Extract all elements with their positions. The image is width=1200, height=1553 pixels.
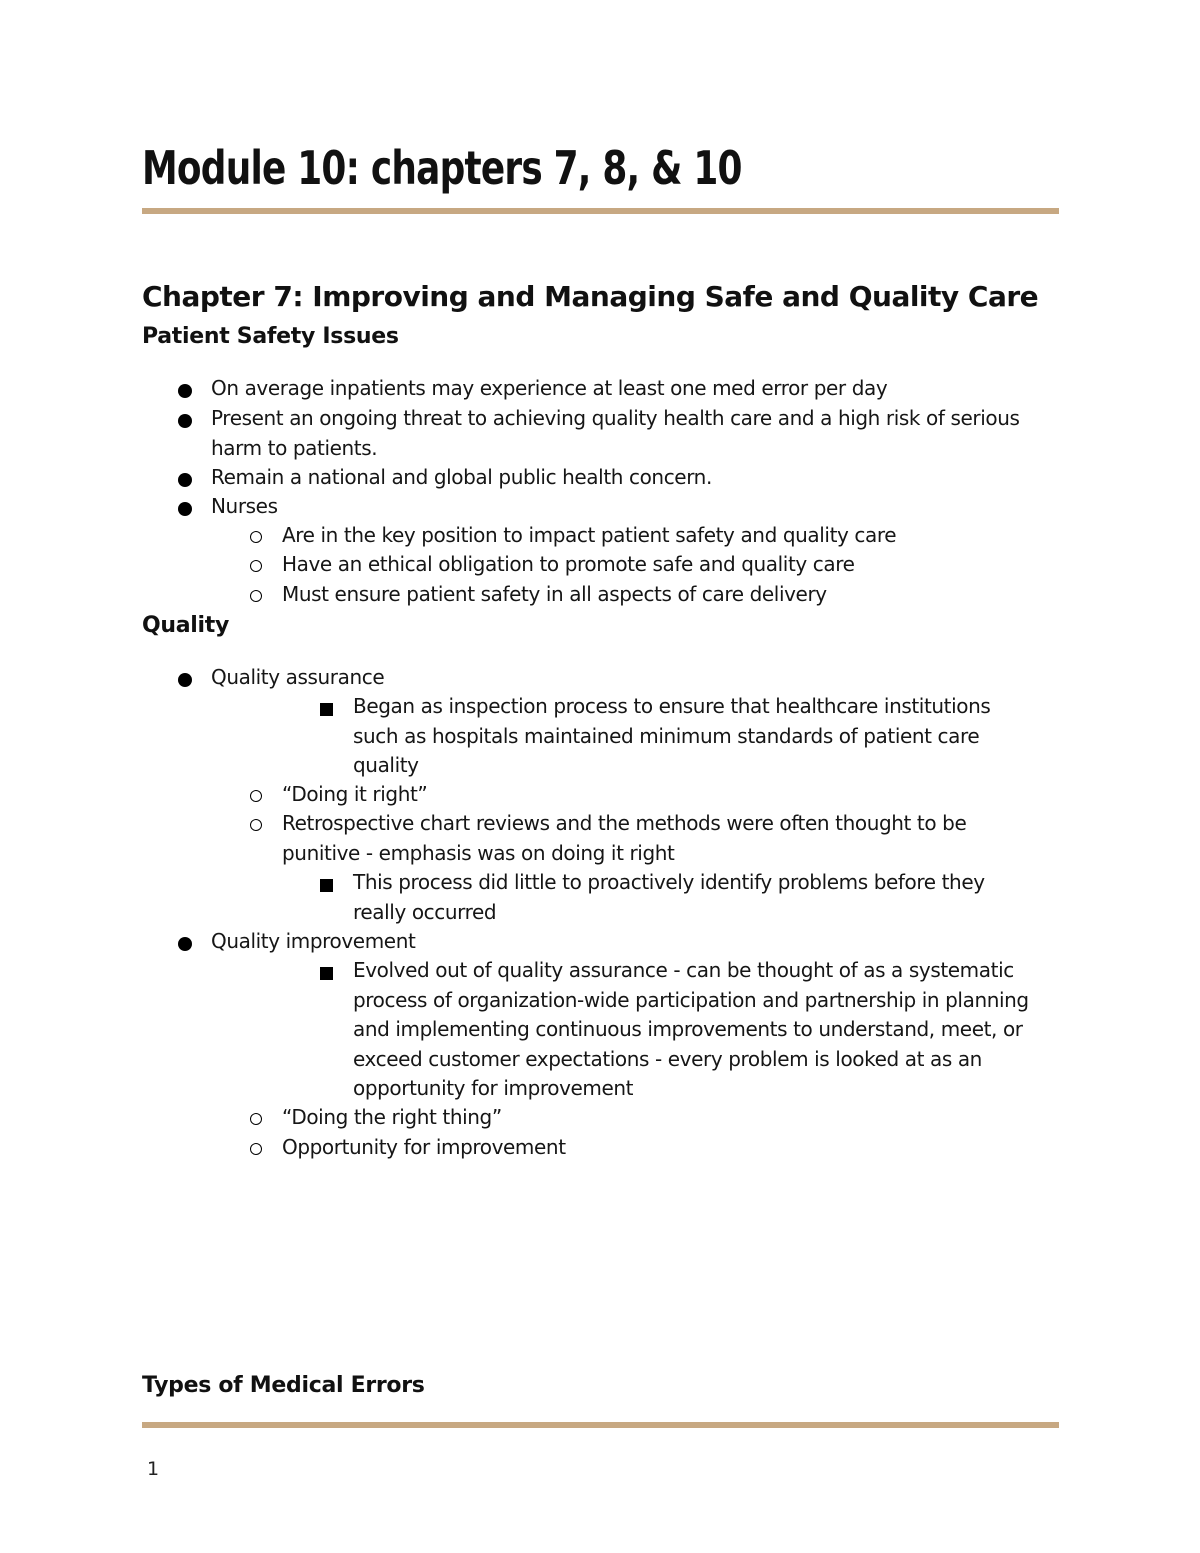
section-heading-quality: Quality [142, 613, 230, 638]
bullet-circle-icon [250, 790, 262, 802]
page-title: Module 10: chapters 7, 8, & 10 [142, 141, 742, 195]
bullet-circle-icon [250, 531, 262, 543]
bullet-disc-icon [178, 673, 192, 687]
list-item: Present an ongoing threat to achieving quality health care and a high risk of serious harm to patients. [211, 406, 1020, 460]
bullet-circle-icon [250, 819, 262, 831]
bullet-disc-icon [178, 384, 192, 398]
bullet-disc-icon [178, 473, 192, 487]
title-divider [142, 208, 1059, 214]
page-number: 1 [147, 1458, 160, 1480]
list-item: Nurses [211, 494, 278, 518]
list-item: On average inpatients may experience at least one med error per day [211, 376, 888, 400]
section-heading-patient-safety: Patient Safety Issues [142, 324, 399, 349]
list-item: This process did little to proactively identify problems before they really occurred [353, 870, 985, 924]
bullet-disc-icon [178, 414, 192, 428]
bullet-disc-icon [178, 502, 192, 516]
list-item: Quality improvement [211, 929, 416, 953]
list-item: Evolved out of quality assurance - can be thought of as a systematic process of organization-wide participation and partnership in planning and implementing continuous improvements to understand, meet, or exceed customer expectations - every problem is looked at as an opportunity for improvement [353, 958, 1029, 1100]
bullet-circle-icon [250, 560, 262, 572]
list-item: Are in the key position to impact patient safety and quality care [282, 523, 897, 547]
bullet-square-icon [320, 967, 333, 980]
list-item: Must ensure patient safety in all aspects of care delivery [282, 582, 827, 606]
list-item: Quality assurance [211, 665, 385, 689]
bullet-square-icon [320, 703, 333, 716]
list-item: Opportunity for improvement [282, 1135, 566, 1159]
list-item: “Doing the right thing” [282, 1105, 502, 1129]
list-item: Remain a national and global public health concern. [211, 465, 712, 489]
bullet-circle-icon [250, 1113, 262, 1125]
bullet-square-icon [320, 879, 333, 892]
chapter-heading: Chapter 7: Improving and Managing Safe and Quality Care [142, 280, 1039, 313]
section-divider [142, 1422, 1059, 1428]
section-heading-types-of-medical-errors: Types of Medical Errors [142, 1373, 425, 1398]
bullet-circle-icon [250, 590, 262, 602]
list-item: “Doing it right” [282, 782, 428, 806]
bullet-disc-icon [178, 937, 192, 951]
list-item: Began as inspection process to ensure that healthcare institutions such as hospitals maintained minimum standards of patient care quality [353, 694, 991, 777]
list-item: Retrospective chart reviews and the methods were often thought to be punitive - emphasis was on doing it right [282, 811, 967, 865]
list-item: Have an ethical obligation to promote safe and quality care [282, 552, 855, 576]
bullet-circle-icon [250, 1143, 262, 1155]
